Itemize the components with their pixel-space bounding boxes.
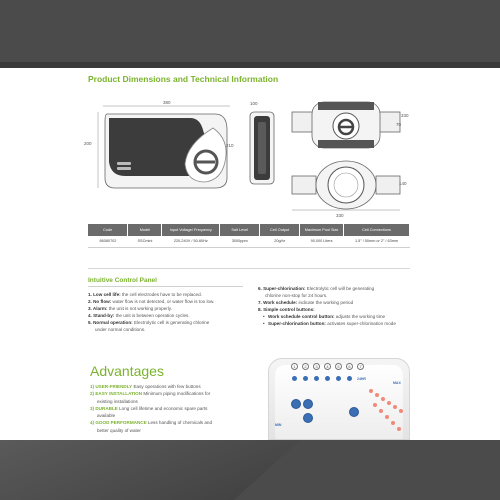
header-band bbox=[0, 0, 500, 62]
header-code: Code bbox=[88, 224, 128, 236]
schedule-led bbox=[385, 415, 389, 419]
list-item: 5. Normal operation: Electrolytic cell is generating chlorine bbox=[88, 320, 210, 326]
cell-output: 20g/hr bbox=[260, 236, 300, 247]
list-item: 2) EASY INSTALLATION Minimum piping modifications for bbox=[90, 391, 211, 397]
low-cell-icon bbox=[292, 376, 297, 381]
control-panel-list-left bbox=[88, 291, 253, 334]
list-item: 6. Super-chlorination: Electrolytic cell will be generating bbox=[258, 286, 375, 291]
header-strip bbox=[0, 62, 500, 68]
list-item: 2. No flow: water flow is not detected, or water flow is too low. bbox=[88, 299, 215, 305]
cell-model: SSCmini bbox=[128, 236, 162, 247]
list-item: available bbox=[97, 413, 116, 419]
schedule-led bbox=[397, 427, 401, 431]
callout-5: 5 bbox=[335, 363, 342, 370]
normal-icon bbox=[336, 376, 341, 381]
advantages-list bbox=[90, 383, 260, 434]
top-right-label: 330 bbox=[401, 113, 409, 118]
schedule-led bbox=[379, 409, 383, 413]
work-schedule-up-button[interactable] bbox=[291, 399, 301, 409]
label-min: MIN bbox=[275, 423, 282, 427]
side-width-label: 100 bbox=[250, 101, 258, 106]
list-item: better quality of water bbox=[97, 427, 141, 433]
spec-table-header bbox=[88, 224, 410, 236]
schedule-led bbox=[393, 405, 397, 409]
front-width-label: 380 bbox=[163, 100, 171, 105]
schedule-led bbox=[373, 403, 377, 407]
top-side-label: 70 bbox=[396, 122, 402, 127]
callout-7: 7 bbox=[357, 363, 364, 370]
list-item: 4. Stand-by: the unit is between operation cycles. bbox=[88, 313, 190, 319]
header-pool: Maximum Pool Size bbox=[300, 224, 344, 236]
top-view-cell-drawing bbox=[290, 98, 405, 153]
super-chlorination-button[interactable] bbox=[349, 407, 359, 417]
cell-code: 86080702 bbox=[88, 236, 128, 247]
header-salt: Salt Level bbox=[220, 224, 260, 236]
work-schedule-down-button[interactable] bbox=[303, 399, 313, 409]
callout-1: 1 bbox=[291, 363, 298, 370]
control-panel-device bbox=[268, 358, 410, 440]
list-item: chlorine non-stop for 24 hours. bbox=[265, 293, 328, 299]
header-voltage: Input Voltage/ Frequency bbox=[162, 224, 220, 236]
list-item: 1) USER-FRIENDLY Easy operations with few buttons bbox=[90, 384, 201, 389]
work-schedule-button[interactable] bbox=[303, 413, 313, 423]
no-flow-icon bbox=[303, 376, 308, 381]
schedule-led bbox=[369, 389, 373, 393]
list-item: 3. Alarm: the unit is not working properly. bbox=[88, 306, 173, 312]
bottom-view-cell-drawing bbox=[290, 158, 405, 213]
control-panel-underline bbox=[88, 286, 243, 287]
section-title: Product Dimensions and Technical Information bbox=[88, 74, 279, 84]
cell-pool: 90,000 Liters bbox=[300, 236, 344, 247]
standby-icon bbox=[325, 376, 330, 381]
cell-salt: 3000ppm bbox=[220, 236, 260, 247]
list-item: 4) GOOD PERFORMANCE Less handling of chemicals and bbox=[90, 420, 213, 426]
header-model: Model bbox=[128, 224, 162, 236]
spec-table bbox=[88, 224, 410, 248]
schedule-led bbox=[387, 401, 391, 405]
super-chlorination-icon bbox=[347, 376, 352, 381]
list-item: • Work schedule control button: adjusts the working time bbox=[262, 313, 418, 320]
schedule-led bbox=[381, 397, 385, 401]
control-panel-list-right bbox=[258, 285, 418, 328]
callout-6: 6 bbox=[346, 363, 353, 370]
table-row bbox=[88, 236, 410, 247]
advantages-title: Advantages bbox=[90, 363, 164, 379]
alarm-icon bbox=[314, 376, 319, 381]
bottom-width-label: 330 bbox=[336, 213, 344, 218]
bottom-height-label: 140 bbox=[399, 181, 407, 186]
front-view-drawing bbox=[95, 100, 240, 195]
label-24hr: 24HR bbox=[357, 377, 366, 381]
side-view-drawing bbox=[244, 108, 284, 188]
callout-4: 4 bbox=[324, 363, 331, 370]
control-panel-title: Intuitive Control Panel bbox=[88, 277, 157, 284]
list-item: 3) DURABLE Long cell lifetime and economic spare parts bbox=[90, 405, 208, 411]
list-item: 7. Work schedule: indicate the working period bbox=[258, 300, 354, 306]
schedule-led bbox=[391, 421, 395, 425]
list-item: 8. Simple control buttons: bbox=[258, 307, 315, 313]
list-item: 1. Low cell life: the cell electrodes have to be replaced. bbox=[88, 292, 202, 297]
callout-3: 3 bbox=[313, 363, 320, 370]
list-item: existing installations bbox=[97, 398, 138, 404]
header-output: Cell Output bbox=[260, 224, 300, 236]
schedule-led bbox=[375, 393, 379, 397]
label-max: MAX bbox=[393, 381, 401, 385]
cell-connections: 1.5" / 50mm or 2" / 63mm bbox=[344, 236, 410, 247]
front-height-label: 200 bbox=[84, 141, 92, 146]
cell-voltage: 220-240V / 50-60Hz bbox=[162, 236, 220, 247]
list-item: • Super-chlorination button: activates super-chlorination mode bbox=[262, 320, 418, 327]
side-height-label: 210 bbox=[226, 143, 234, 148]
callout-2: 2 bbox=[302, 363, 309, 370]
schedule-led bbox=[399, 409, 403, 413]
header-connections: Cell Connections bbox=[344, 224, 410, 236]
section-divider bbox=[88, 268, 410, 269]
list-item: under normal conditions. bbox=[95, 327, 146, 333]
